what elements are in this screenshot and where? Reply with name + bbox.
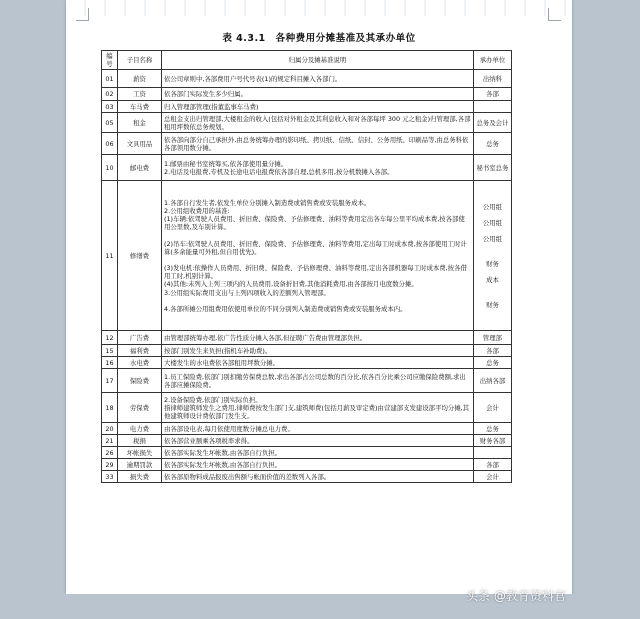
row-allocation-basis: 依各部营业额乘各项税率求得。 [162, 435, 474, 447]
row-item-name: 租金 [118, 113, 162, 133]
row-number: 29 [102, 459, 118, 471]
row-allocation-basis: 依各部门实际发生多少归属。 [162, 88, 474, 101]
table-row [102, 423, 512, 435]
row-responsible-unit: 总务及会计 [474, 113, 512, 133]
row-allocation-basis: 依公司章则中,各部费用户号代号表(1)的规定科目摊入各部门。 [162, 70, 474, 88]
row-allocation-basis: 由各部设电表,每月依使用度数分摊总电力费。 [162, 423, 474, 435]
row-number: 06 [102, 133, 118, 155]
row-responsible-unit: 各部 [474, 459, 512, 471]
row-item-name: 损失费 [118, 471, 162, 483]
watermark-text: 头条 @教育资料官 [466, 589, 566, 603]
row-item-name: 修缮费 [118, 181, 162, 331]
row-item-name: 文具用品 [118, 133, 162, 155]
row-allocation-basis: 1.邮票由秘书室统筹买,依各部使用量分摊。 2.电话及电报费,专机及长途电话电报费依各部自理,总机多用,按分机数摊入各部。 [162, 155, 474, 181]
row-responsible-unit: 各部 [474, 88, 512, 101]
table-row [102, 70, 512, 88]
row-number: 21 [102, 435, 118, 447]
table-row [102, 459, 512, 471]
table-row [102, 331, 512, 345]
row-item-name: 税捐 [118, 435, 162, 447]
row-item-name: 福利费 [118, 345, 162, 357]
row-responsible-unit: 会计 [474, 471, 512, 483]
page-top-edge [66, 0, 572, 16]
row-responsible-unit: 管理部 [474, 331, 512, 345]
row-responsible-unit: 出纳科 [474, 70, 512, 88]
row-number: 03 [102, 101, 118, 113]
row-item-name: 薪资 [118, 70, 162, 88]
row-responsible-unit: 公用组 公用组 公用组 财务 成本 财务 [474, 181, 512, 331]
table-row [102, 435, 512, 447]
row-responsible-unit [474, 101, 512, 113]
row-allocation-basis: 由管理部统筹办理,依广告性质分摊入各部,但征聘广告费由管理部负担。 [162, 331, 474, 345]
row-item-name: 邮电费 [118, 155, 162, 181]
table-row [102, 101, 512, 113]
table-row [102, 133, 512, 155]
row-number: 01 [102, 70, 118, 88]
row-number: 20 [102, 423, 118, 435]
table-title: 表 4.3.1 各种费用分摊基准及其承办单位 [222, 33, 416, 44]
row-item-name: 保险费 [118, 369, 162, 393]
crop-mark-top-right [548, 8, 561, 21]
table-row [102, 345, 512, 357]
table-row [102, 155, 512, 181]
row-allocation-basis: 依各部原物料成品报废出售额与帐面价值的差数列入各部。 [162, 471, 474, 483]
row-allocation-basis: 1.各部自行发生者,依发生单位分别摊入制造费或销售费或安装服务成本。 2.公用组收费用的基准: (1)车辆:依驾驶人员费用、折旧费、保险费、予估修理费、油料等费用定出各车每公里平均成本费,按各部使用公里数,及车别计算。 (2)吊车:依驾驶人员费用、折旧费、保险费、予估修理费、油料等费用,定出每工时成本费,按各部使用工时计算(多余能量可外租,但自用优先)。 (3)发电机:依操作人员费用、折旧费、保险费、予估修理费、油料等费用,定出各部机器每工时成本费,按各借用工时,机别计算。 (4)其他:未列入上列三项内的人员费用,设备折旧费,其他消耗费用,由各部按月电度数分摊。 3.公用组实际费用支出与上列四项收入的差额列入管理部。 4.各部所摊公用组费用依使用单位的不同分别列入制造费或销售费或安装服务成本内。 [162, 181, 474, 331]
row-responsible-unit: 秘书室总务 [474, 155, 512, 181]
row-responsible-unit: 总务 [474, 423, 512, 435]
row-responsible-unit [474, 447, 512, 459]
row-item-name: 电力费 [118, 423, 162, 435]
table-row [102, 357, 512, 369]
row-allocation-basis: 按部门别发生来负担(指机车补助费)。 [162, 345, 474, 357]
row-item-name: 劳保费 [118, 393, 162, 423]
row-item-name: 逾期罚款 [118, 459, 162, 471]
row-number: 11 [102, 181, 118, 331]
row-allocation-basis: 归入管理部管理(指董监事车马费) [162, 101, 474, 113]
row-responsible-unit: 各部 [474, 345, 512, 357]
table-row [102, 393, 512, 423]
row-number: 26 [102, 447, 118, 459]
row-allocation-basis: 2.设备保险费,依部门别实际负担。 指律师建筑师发生之费用,律师费按发生部门支,建筑师费(包括月薪及审定费)由营建部支发建设部平均分摊,其他建筑师设计费依部门发生支。 [162, 393, 474, 423]
cost-allocation-table [101, 50, 512, 483]
row-item-name: 车马费 [118, 101, 162, 113]
row-allocation-basis: 依各部向部分自己承担外,由总务统筹办理的影印纸、拷贝纸、信纸、信封、公务用纸、印刷品等,由总务科依各部领用数分摊。 [162, 133, 474, 155]
row-responsible-unit: 总务 [474, 357, 512, 369]
header-allocation-basis: 归属分及摊基准说明 [162, 51, 474, 70]
table-row [102, 471, 512, 483]
table-row [102, 447, 512, 459]
row-allocation-basis: 大楼发生的水电费依各部租用坪数分摊。 [162, 357, 474, 369]
row-item-name: 坏帐损失 [118, 447, 162, 459]
row-number: 33 [102, 471, 118, 483]
row-allocation-basis: 依各部实际发生坏帐数,由各部自行负担。 [162, 447, 474, 459]
row-number: 18 [102, 393, 118, 423]
table-body [102, 70, 512, 483]
row-responsible-unit: 总务 [474, 133, 512, 155]
row-number: 16 [102, 357, 118, 369]
header-item-name: 子目名称 [118, 51, 162, 70]
row-number: 12 [102, 331, 118, 345]
table-row [102, 181, 512, 331]
header-responsible-unit: 承办单位 [474, 51, 512, 70]
row-allocation-basis: 总租金支出归管理部,大楼租金的收入(包括对外租金及其利息收入和对各部每坪 300 元之租金)归管理部,各部租用坪数依总务规划。 [162, 113, 474, 133]
header-number: 编号 [102, 51, 118, 70]
row-responsible-unit: 会计 [474, 393, 512, 423]
row-number: 05 [102, 113, 118, 133]
table-row [102, 369, 512, 393]
row-item-name: 工资 [118, 88, 162, 101]
row-item-name: 水电费 [118, 357, 162, 369]
row-item-name: 广告费 [118, 331, 162, 345]
row-number: 17 [102, 369, 118, 393]
crop-mark-top-left [76, 8, 89, 21]
row-allocation-basis: 依各部实际发生坏帐数,由各部自行负担。 [162, 459, 474, 471]
row-number: 15 [102, 345, 118, 357]
table-row [102, 113, 512, 133]
row-allocation-basis: 1.员工保险费,依部门别扣缴劳保费总数,求出各部占公司总数的百分比,依各百分比乘公司应缴保险费额,求出各部应摊保险费。 [162, 369, 474, 393]
table-row [102, 88, 512, 101]
table-header-row [102, 51, 512, 70]
row-responsible-unit: 财务各部 [474, 435, 512, 447]
row-number: 10 [102, 155, 118, 181]
row-responsible-unit: 出纳各部 [474, 369, 512, 393]
row-number: 02 [102, 88, 118, 101]
